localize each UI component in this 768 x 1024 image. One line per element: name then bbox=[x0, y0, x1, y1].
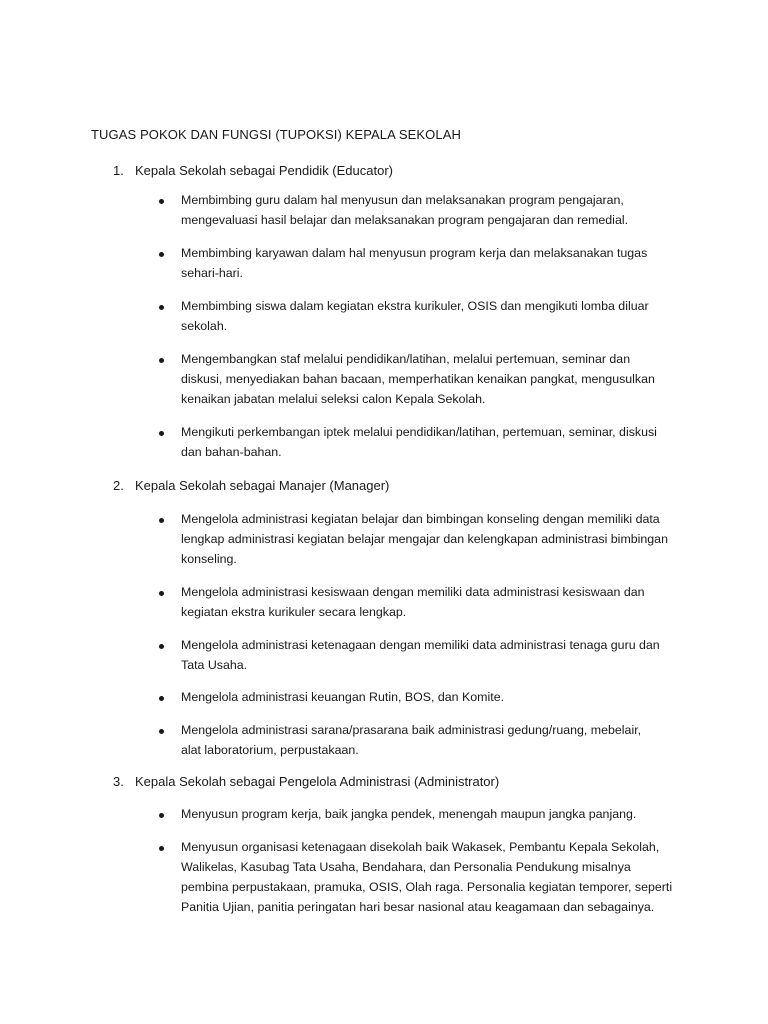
text-line: Membimbing siswa dalam kegiatan ekstra kurikuler, OSIS dan mengikuti lomba diluar bbox=[181, 299, 649, 313]
text-line: Mengikuti perkembangan iptek melalui pendidikan/latihan, pertemuan, seminar, diskusi bbox=[181, 425, 657, 439]
list-item-text bbox=[181, 582, 671, 622]
list-item-text bbox=[181, 720, 671, 760]
section-heading bbox=[113, 163, 393, 178]
section-heading-text: Kepala Sekolah sebagai Pendidik (Educator) bbox=[135, 163, 394, 178]
section-number: 2. bbox=[113, 478, 124, 493]
bullet-dot-icon bbox=[159, 696, 164, 701]
bullet-dot-icon bbox=[159, 591, 164, 596]
list-item-text bbox=[181, 837, 671, 917]
bullet-dot-icon bbox=[159, 431, 164, 436]
list-item-text bbox=[181, 687, 671, 707]
text-line: kenaikan jabatan melalui seleksi calon Kepala Sekolah. bbox=[181, 392, 486, 406]
text-line: Mengelola administrasi kegiatan belajar dan bimbingan konseling dengan memiliki data bbox=[181, 512, 660, 526]
bullet-dot-icon bbox=[159, 358, 164, 363]
text-line: dan bahan-bahan. bbox=[181, 445, 282, 459]
section-heading-text: Kepala Sekolah sebagai Pengelola Administrasi (Administrator) bbox=[135, 774, 500, 789]
text-line: sehari-hari. bbox=[181, 266, 243, 280]
text-line: Mengelola administrasi kesiswaan dengan memiliki data administrasi kesiswaan dan bbox=[181, 585, 645, 599]
section-number: 1. bbox=[113, 163, 124, 178]
bullet-dot-icon bbox=[159, 518, 164, 523]
bullet-dot-icon bbox=[159, 305, 164, 310]
bullet-dot-icon bbox=[159, 252, 164, 257]
section-number: 3. bbox=[113, 774, 124, 789]
section-heading bbox=[113, 774, 499, 789]
document-title: TUGAS POKOK DAN FUNGSI (TUPOKSI) KEPALA SEKOLAH bbox=[91, 127, 461, 142]
bullet-dot-icon bbox=[159, 199, 164, 204]
text-line: diskusi, menyediakan bahan bacaan, memperhatikan kenaikan pangkat, mengusulkan bbox=[181, 372, 655, 386]
text-line: Mengembangkan staf melalui pendidikan/latihan, melalui pertemuan, seminar dan bbox=[181, 352, 631, 366]
section-heading-text: Kepala Sekolah sebagai Manajer (Manager) bbox=[135, 478, 390, 493]
text-line: Membimbing guru dalam hal menyusun dan melaksanakan program pengajaran, bbox=[181, 193, 624, 207]
text-line: sekolah. bbox=[181, 319, 228, 333]
bullet-dot-icon bbox=[159, 644, 164, 649]
list-item-text bbox=[181, 635, 671, 675]
text-line: Membimbing karyawan dalam hal menyusun program kerja dan melaksanakan tugas bbox=[181, 246, 648, 260]
text-line: kegiatan ekstra kurikuler secara lengkap. bbox=[181, 605, 407, 619]
text-line: Menyusun program kerja, baik jangka pendek, menengah maupun jangka panjang. bbox=[181, 807, 637, 821]
text-line: Walikelas, Kasubag Tata Usaha, Bendahara, dan Personalia Pendukung misalnya bbox=[181, 860, 631, 874]
list-item-text bbox=[181, 804, 671, 824]
text-line: Mengelola administrasi sarana/prasarana baik administrasi gedung/ruang, mebelair, bbox=[181, 723, 642, 737]
list-item-text bbox=[181, 509, 671, 569]
text-line: pembina perpustakaan, pramuka, OSIS, Olah raga. Personalia kegiatan temporer, seperti bbox=[181, 880, 673, 894]
text-line: konseling. bbox=[181, 552, 237, 566]
list-item-text bbox=[181, 190, 671, 230]
text-line: Menyusun organisasi ketenagaan disekolah baik Wakasek, Pembantu Kepala Sekolah, bbox=[181, 840, 660, 854]
text-line: mengevaluasi hasil belajar dan melaksanakan program pengajaran dan remedial. bbox=[181, 213, 629, 227]
bullet-dot-icon bbox=[159, 813, 164, 818]
text-line: Mengelola administrasi ketenagaan dengan memiliki data administrasi tenaga guru dan bbox=[181, 638, 660, 652]
list-item-text bbox=[181, 243, 671, 283]
text-line: Mengelola administrasi keuangan Rutin, BOS, dan Komite. bbox=[181, 690, 505, 704]
list-item-text bbox=[181, 349, 671, 409]
list-item-text bbox=[181, 422, 671, 462]
text-line: Panitia Ujian, panitia peringatan hari besar nasional atau keagamaan dan sebagainya. bbox=[181, 900, 655, 914]
text-line: Tata Usaha. bbox=[181, 658, 248, 672]
section-heading bbox=[113, 478, 389, 493]
bullet-dot-icon bbox=[159, 729, 164, 734]
bullet-dot-icon bbox=[159, 846, 164, 851]
list-item-text bbox=[181, 296, 671, 336]
text-line: alat laboratorium, perpustakaan. bbox=[181, 743, 359, 757]
text-line: lengkap administrasi kegiatan belajar mengajar dan kelengkapan administrasi bimbingan bbox=[181, 532, 668, 546]
